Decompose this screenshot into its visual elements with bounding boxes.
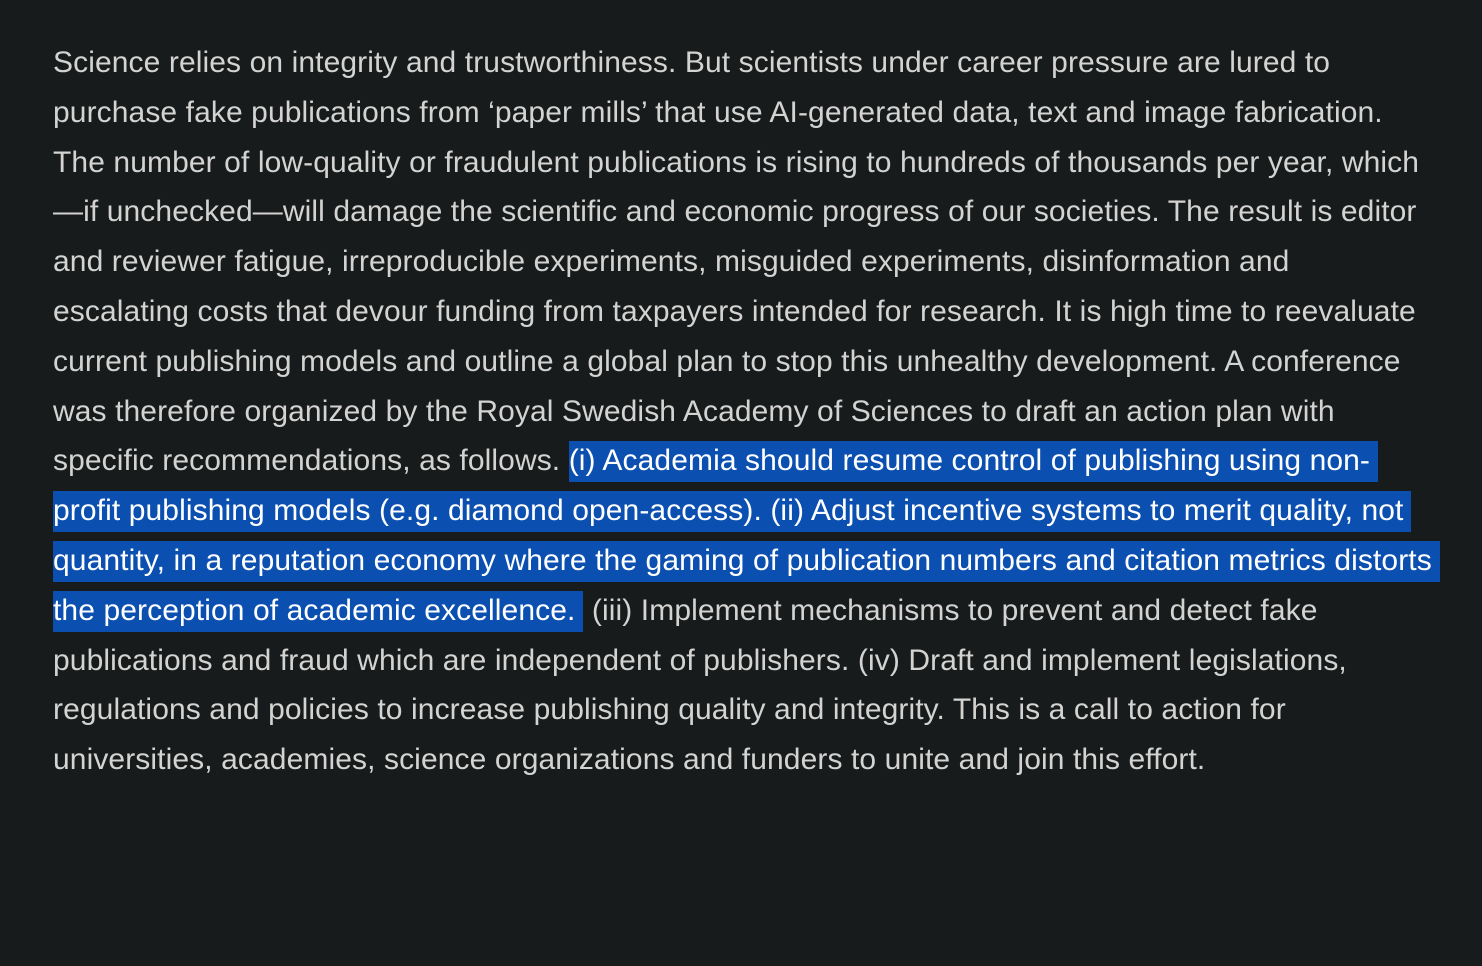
abstract-text-before-selection[interactable]: Science relies on integrity and trustworthiness. But scientists under career pressure are lured to purchase fake publications from ‘paper mills’ that use AI-generated data, text and image fabrication. The number of low-quality or fraudulent publications is rising to hundreds of thousands per year, which—if unchecked—will damage the scientific and economic progress of our societies. The result is editor and reviewer fatigue, irreproducible experiments, misguided experiments, disinformation and escalating costs that devour funding from taxpayers intended for research. It is high time to reevaluate current publishing models and outline a global plan to stop this unhealthy development. A conference was therefore organized by the Royal Swedish Academy of Sciences to draft an action plan with specific recommendations, as follows. — [53, 46, 1420, 478]
abstract-text-after-selection[interactable]: (iii) Implement mechanisms to prevent and detect fake publications and fraud which are independent of publishers. (iv) Draft and implement legislations, regulations and policies to increase publishing quality and integrity. This is a call to action for universities, academies, science organizations and funders to unite and join this effort. — [53, 593, 1347, 777]
abstract-paragraph[interactable] — [53, 38, 1433, 785]
selected-text-highlight[interactable]: (i) Academia should resume control of publishing using non-profit publishing models (e.g. diamond open-access). (ii) Adjust incentive systems to merit quality, not quantity, in a reputation economy where the gaming of publication numbers and citation metrics distorts the perception of academic excellence. — [53, 441, 1440, 631]
